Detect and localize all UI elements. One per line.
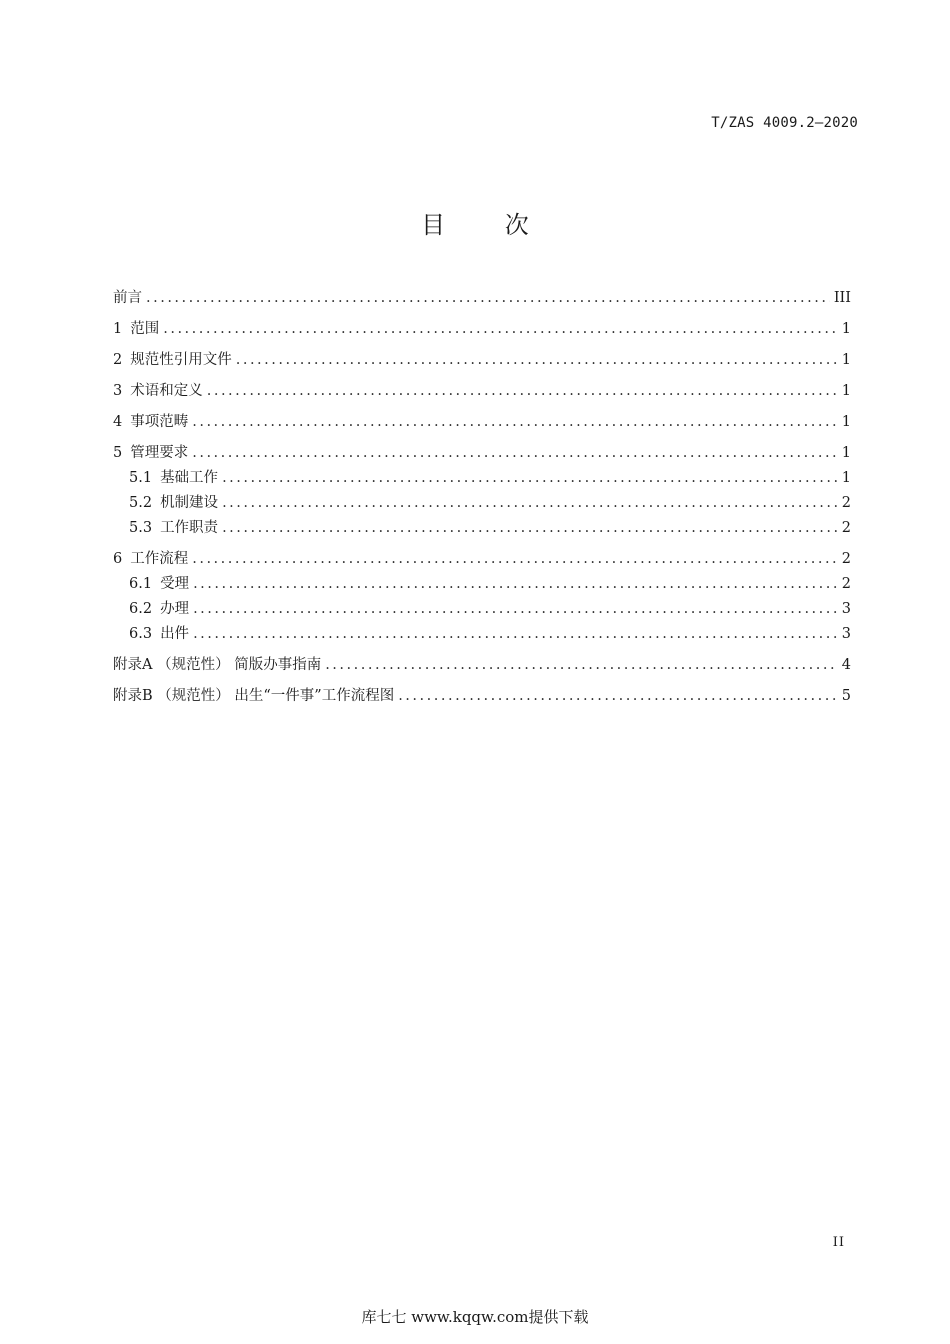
page-number: II — [832, 1235, 845, 1250]
toc-entry-number: 5.3 — [129, 520, 153, 536]
toc-entry[interactable] — [113, 597, 851, 621]
toc-entry-label: 基础工作 — [160, 470, 219, 486]
toc-dot-leader — [163, 317, 837, 341]
toc-dot-leader — [192, 410, 837, 434]
toc-entry-number: 5.1 — [129, 470, 153, 486]
download-source-note: 库七七 www.kqqw.com提供下载 — [361, 1308, 589, 1326]
toc-entry-number: 6.3 — [129, 626, 153, 642]
toc-entry-label: 机制建设 — [160, 495, 219, 511]
toc-entry-page: 2 — [841, 520, 851, 536]
toc-entry-page: 1 — [841, 470, 851, 486]
toc-entry[interactable] — [113, 317, 851, 341]
toc-entry-page: 5 — [841, 688, 851, 704]
toc-dot-leader — [146, 286, 830, 310]
toc-entry-number: 6.2 — [129, 601, 153, 617]
toc-entry[interactable] — [113, 622, 851, 646]
toc-entry[interactable] — [113, 286, 851, 310]
table-of-contents — [113, 286, 851, 708]
toc-dot-leader — [236, 348, 837, 372]
toc-entry[interactable] — [113, 379, 851, 403]
toc-entry-number: 5.2 — [129, 495, 153, 511]
toc-entry-page: 3 — [841, 601, 851, 617]
toc-entry-label: 出件 — [160, 626, 190, 642]
toc-entry-page: 3 — [841, 626, 851, 642]
toc-entry[interactable] — [113, 547, 851, 571]
toc-entry-page: 4 — [841, 657, 851, 673]
toc-entry-page: 1 — [841, 414, 851, 430]
toc-dot-leader — [222, 491, 837, 515]
toc-dot-leader — [207, 379, 837, 403]
toc-entry-number: 6.1 — [129, 576, 153, 592]
toc-entry-label: 工作流程 — [130, 551, 189, 567]
toc-entry-page: 1 — [841, 352, 851, 368]
toc-entry-number: 6 — [113, 551, 123, 567]
toc-entry[interactable] — [113, 466, 851, 490]
toc-entry-page: 1 — [841, 383, 851, 399]
toc-entry[interactable] — [113, 348, 851, 372]
toc-entry-label: 附录B （规范性） 出生“一件事”工作流程图 — [113, 688, 395, 704]
toc-entry-label: 管理要求 — [130, 445, 189, 461]
toc-entry-page: 1 — [841, 321, 851, 337]
toc-entry[interactable] — [113, 491, 851, 515]
toc-entry-number: 1 — [113, 321, 123, 337]
toc-entry-page: 2 — [841, 576, 851, 592]
toc-entry[interactable] — [113, 441, 851, 465]
toc-entry-page: 2 — [841, 551, 851, 567]
toc-entry-label: 前言 — [113, 290, 142, 306]
toc-dot-leader — [398, 684, 837, 708]
toc-entry-number: 3 — [113, 383, 123, 399]
toc-dot-leader — [193, 572, 837, 596]
toc-dot-leader — [192, 441, 837, 465]
toc-dot-leader — [193, 597, 837, 621]
toc-dot-leader — [325, 653, 837, 677]
toc-entry[interactable] — [113, 653, 851, 677]
toc-entry[interactable] — [113, 516, 851, 540]
toc-entry-label: 办理 — [160, 601, 190, 617]
toc-entry-label: 范围 — [130, 321, 160, 337]
toc-entry-label: 术语和定义 — [130, 383, 203, 399]
toc-entry-label: 附录A （规范性） 简版办事指南 — [113, 657, 322, 673]
toc-entry-label: 事项范畴 — [130, 414, 189, 430]
toc-entry-page: 1 — [841, 445, 851, 461]
toc-dot-leader — [192, 547, 837, 571]
toc-entry-label: 规范性引用文件 — [130, 352, 232, 368]
toc-entry[interactable] — [113, 572, 851, 596]
toc-dot-leader — [222, 466, 837, 490]
toc-dot-leader — [193, 622, 837, 646]
page-title: 目 次 — [421, 211, 555, 239]
toc-entry-number: 2 — [113, 352, 123, 368]
standard-code: T/ZAS 4009.2—2020 — [711, 115, 858, 131]
toc-entry-number: 5 — [113, 445, 123, 461]
toc-entry-number: 4 — [113, 414, 123, 430]
toc-entry-page: 2 — [841, 495, 851, 511]
toc-entry-label: 受理 — [160, 576, 190, 592]
toc-dot-leader — [222, 516, 837, 540]
toc-entry-page: III — [833, 290, 851, 306]
toc-entry[interactable] — [113, 684, 851, 708]
toc-entry-label: 工作职责 — [160, 520, 219, 536]
toc-entry[interactable] — [113, 410, 851, 434]
